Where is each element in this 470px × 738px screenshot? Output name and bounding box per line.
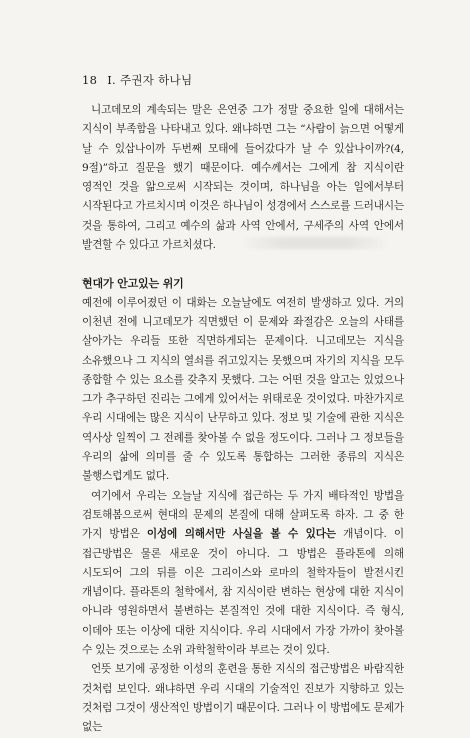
- section-heading: 현대가 안고있는 위기: [82, 277, 184, 291]
- paragraph-text-lead: 여기에서 우리는 오늘날 지식에 접근하는 두 가지 배타적인 방법을 검토해봄으로써 현대의 문제의 본질에 대해 살펴도록 하자. 그 중 한 가지 방법은: [82, 489, 404, 541]
- paragraph-nicodemus: 니고데모의 계속되는 말은 은연중 그가 정말 중요한 일에 대해서는 지식이 부족함을 나타내고 있다. 왜냐하면 그는 “사람이 늙으면 어떻게 날 수 있삽나이까 두번째 모태에 들어갔다가 날 수 있삽나이까?(4, 9절)”하고 질문을 했기 때문이다. 예수께서는 그에게 참 지식이란 영적인 것을 앎으로써 시작되는 것이며, 하나님을 아는 일에서부터 시작된다고 가르치시며 이것은 하나님이 성경에서 스스로를 드러내시는 것을 통하여, 그리고 예수의 삶과 사역 안에서, 구세주의 사역 안에서 발견할 수 있다고 가르치셨다.: [82, 104, 404, 252]
- paragraph-text-rest: 개념이다. 이 접근방법은 물론 새로운 것이 아니다. 그 방법은 플라톤에 의해 시도되어 그의 뒤를 이은 그리이스와 로마의 철학자들이 발전시킨 개념이다. 플라톤의 철학에서, 참 지식이란 변하는 현상에 대한 지식이 아니라 영원하면서 불변하는 본질적인 것에 대한 지식이다. 즉 형식, 이데아 또는 이상에 대한 지식이다. 우리 시대에서 가장 가까이 찾아볼 수 있는 것으로는 소위 과학철학이라 부르는 것이 있다.: [82, 528, 405, 657]
- running-header: [82, 72, 192, 88]
- paragraph-modern-crisis: 예전에 이루어졌던 이 대화는 오늘날에도 여전히 발생하고 있다. 거의 이천년 전에 니고데모가 직면했던 이 문제와 좌절감은 오늘의 사태를 살아가는 우리들 또한 직면하게되는 문제이다. 니고데모는 지식을 소유했으나 그 지식의 열쇠를 쥐고있지는 못했으며 자기의 지식을 모두 종합할 수 있는 요소를 갖추지 못했다. 그는 어떤 것을 알고는 있었으나 그가 추구하던 진리는 그에게 있어서는 위태로운 것이었다. 마찬가지로 우리 시대에는 많은 지식이 난무하고 있다. 정보 및 기술에 관한 지식은 역사상 일찍이 그 전례를 찾아볼 수 없을 정도이다. 그러나 그 정보들을 우리의 삶에 의미를 줄 수 있도록 통합하는 그러한 종류의 지식은 불행스럽게도 없다.: [82, 296, 404, 483]
- paragraph-reason-approach: 언뜻 보기에 공정한 이성의 훈련을 통한 지식의 접근방법은 바람직한 것처럼 보인다. 왜냐하면 우리 시대의 기술적인 진보가 지향하고 있는 것처럼 그것이 생산적인 방법이기 때문이다. 그러나 이 방법에도 문제가 없는: [82, 663, 404, 734]
- chapter-title: I. 주권자 하나님: [107, 73, 193, 87]
- body-text: [82, 101, 404, 738]
- emphasized-phrase: 이성에 의해서만 사실을 볼 수 있다는: [146, 528, 336, 541]
- paragraph-two-approaches: [82, 487, 404, 661]
- page-number: 18: [82, 73, 98, 87]
